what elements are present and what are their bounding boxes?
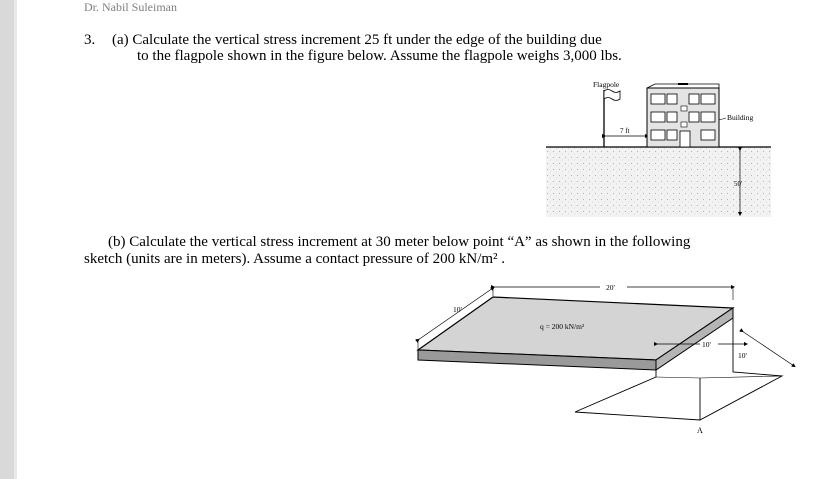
projection-edge-2 [656, 377, 700, 378]
distance-label: 7 ft [620, 127, 630, 135]
part-a-line-2: to the flagpole shown in the figure below. Assume the flagpole weighs 3,000 lbs. [137, 48, 622, 64]
point-a-label: A [697, 426, 703, 435]
part-a-line-1: (a) Calculate the vertical stress increment 25 ft under the edge of the building due [112, 32, 602, 48]
pressure-label: q = 200 kN/m² [540, 322, 585, 331]
figure-b [418, 283, 794, 435]
offset-x-label: 10' [702, 340, 711, 349]
building-leader-line [719, 118, 726, 120]
flag-icon [604, 90, 620, 101]
part-b-line-1: (b) Calculate the vertical stress increment at 30 meter below point “A” as shown in the following [108, 234, 691, 250]
figure-a [546, 80, 771, 217]
building [647, 84, 719, 147]
length-label: 10' [453, 305, 462, 314]
width-label: 20' [606, 283, 615, 292]
question-number: 3. [84, 32, 96, 48]
offset-y-dimension [742, 331, 794, 366]
offset-y-label: 10' [738, 351, 747, 360]
building-label: Building [727, 113, 754, 122]
part-b-line-2: sketch (units are in meters). Assume a contact pressure of 200 kN/m² . [84, 251, 506, 267]
projection-edge [700, 376, 782, 378]
flagpole-label: Flagpole [593, 80, 620, 89]
depth-label: 50' [734, 180, 743, 188]
header-author: Dr. Nabil Suleiman [84, 0, 177, 14]
